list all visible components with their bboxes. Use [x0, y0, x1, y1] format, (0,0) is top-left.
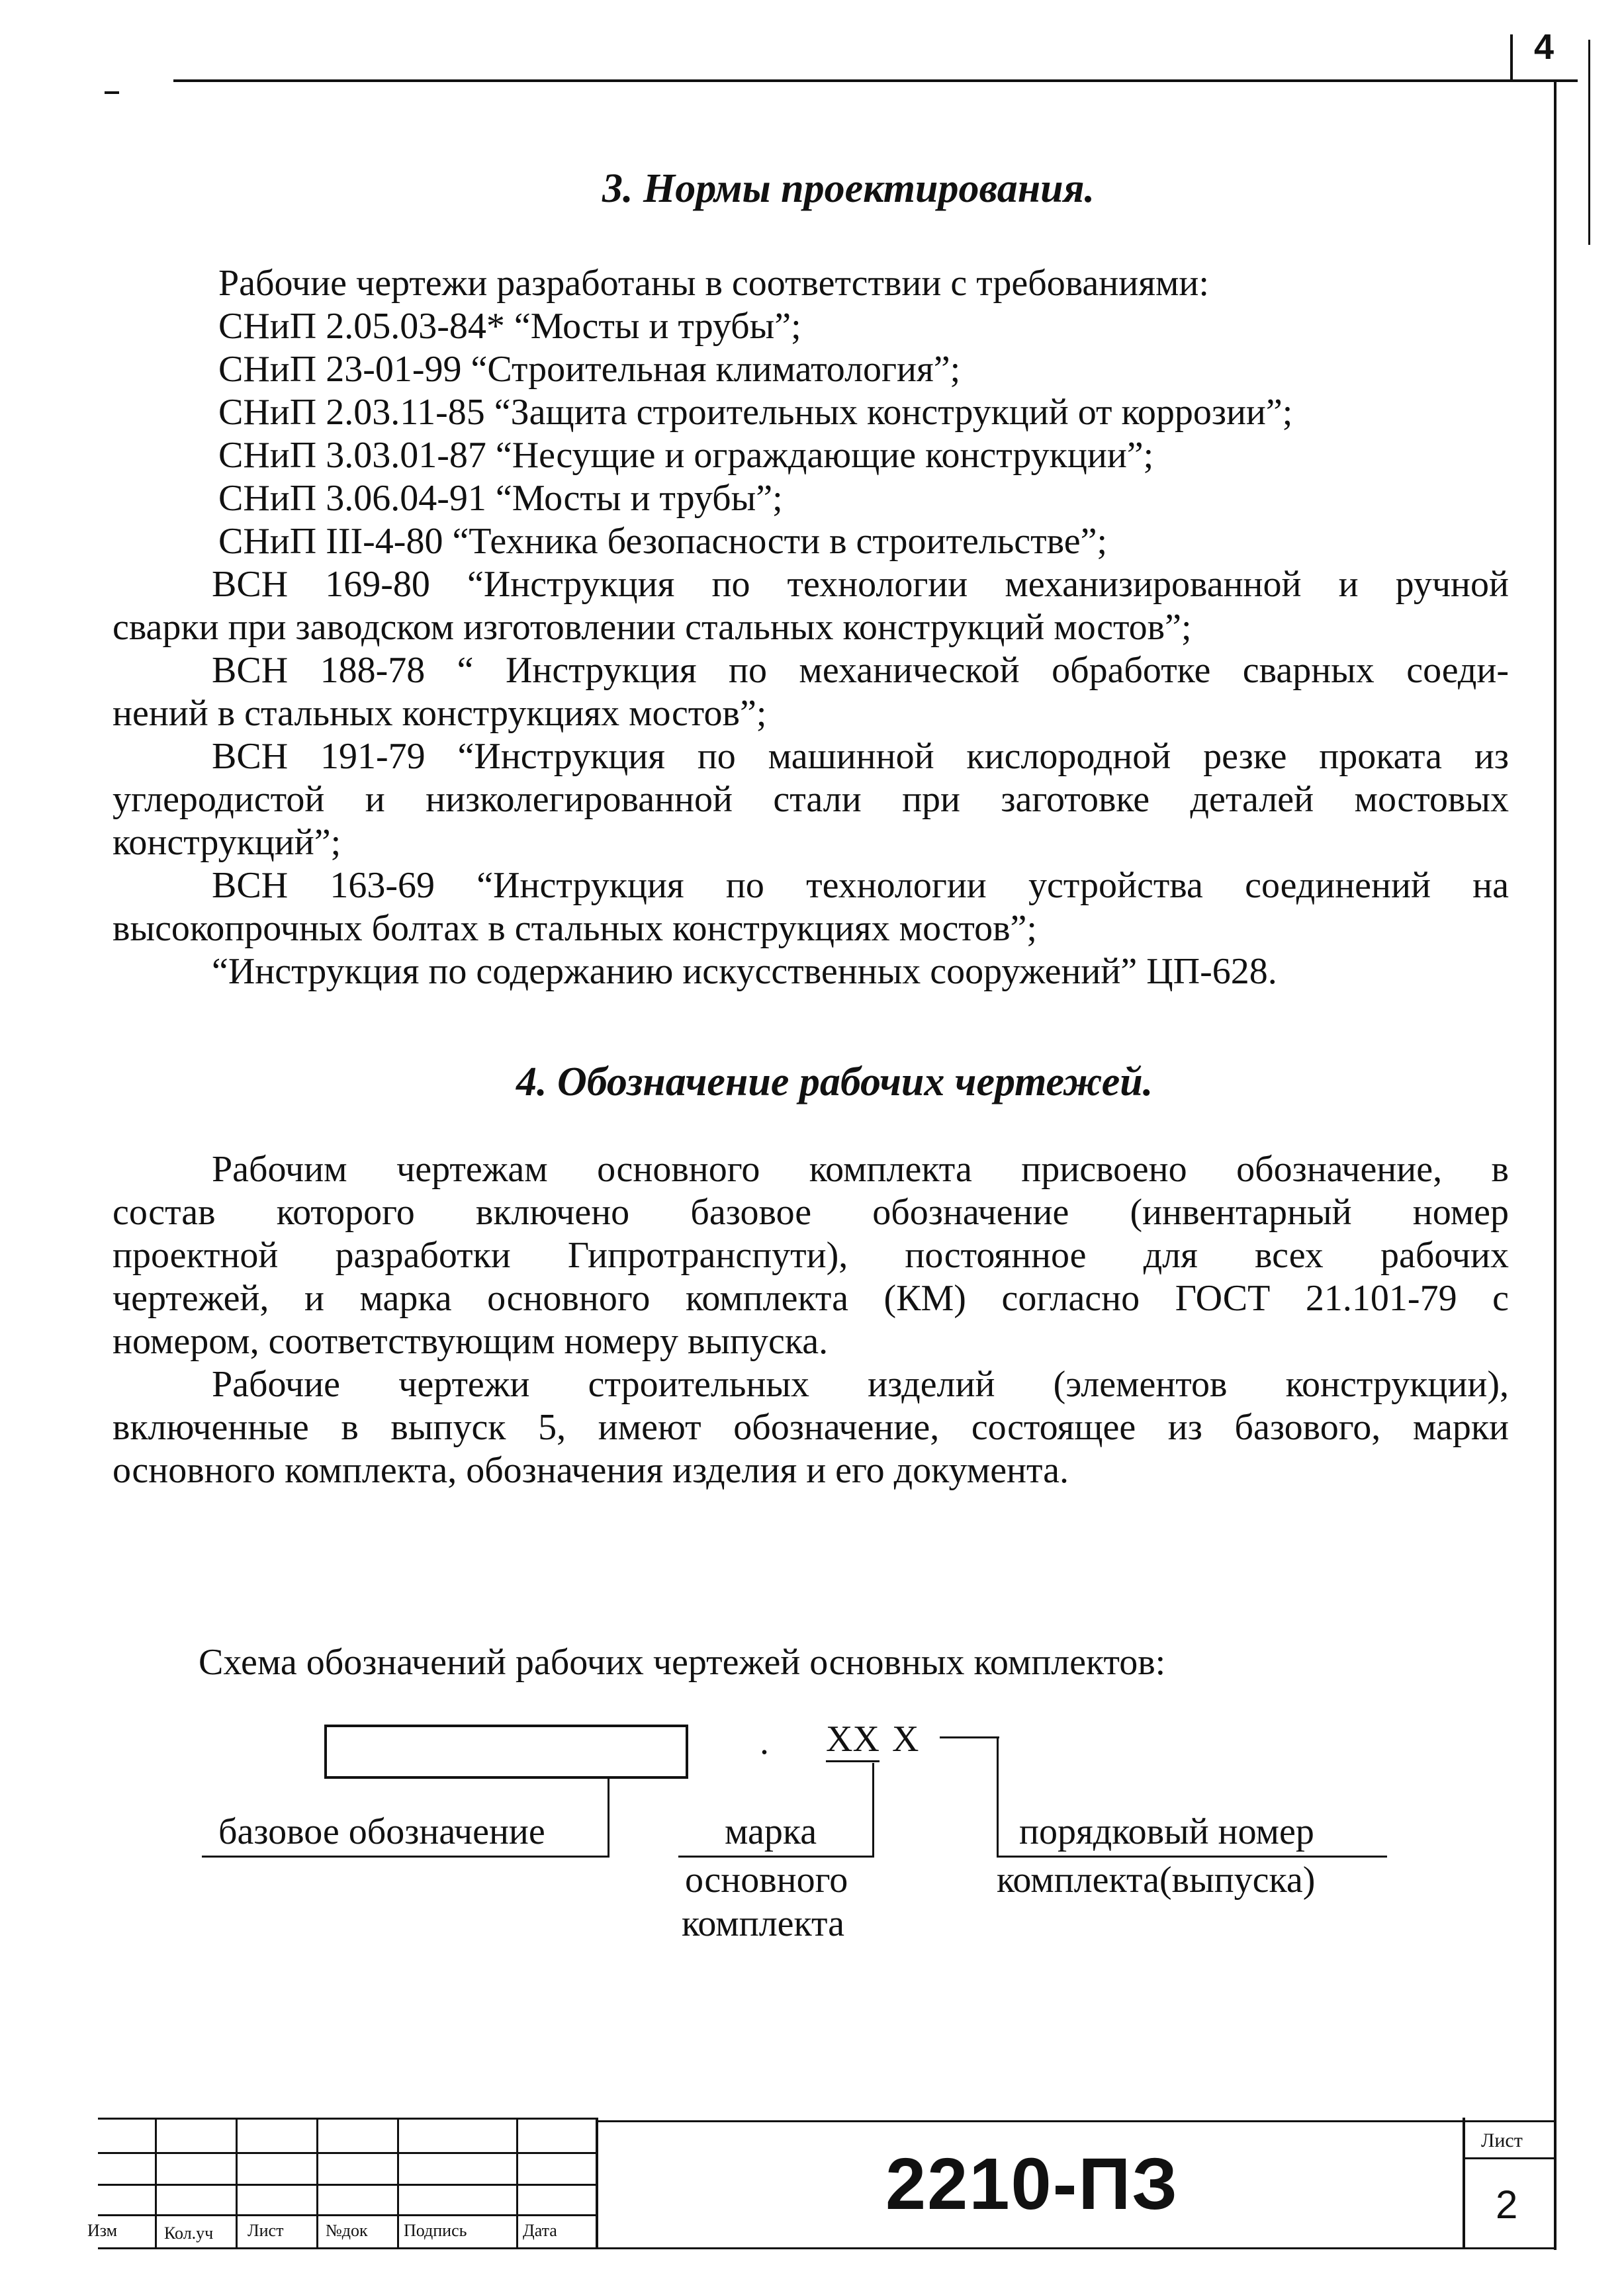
- issue-number-underline: [997, 1856, 1387, 1858]
- section3-body: [113, 262, 1509, 993]
- mark-label: марка: [725, 1811, 817, 1852]
- paragraph-line: включенные в выпуск 5, имеют обозначение, состоящее из базового, марки: [113, 1407, 1509, 1448]
- base-designation-box: [324, 1725, 688, 1779]
- sheet-cell-divider: [1464, 2157, 1556, 2159]
- sheet-cell-left: [1463, 2118, 1465, 2249]
- base-label-underline: [202, 1856, 609, 1858]
- norm-item-cont: нений в стальных конструкциях мостов”;: [113, 693, 767, 734]
- base-designation-label: базовое обозначение: [218, 1811, 545, 1852]
- top-left-tick: [105, 91, 119, 94]
- norm-item: ВСН 163-69 “Инструкция по технологии устройства соединений на: [212, 865, 1509, 906]
- norm-item-cont: углеродистой и низколегированной стали при заготовке деталей мостовых: [113, 779, 1509, 820]
- document-designation: 2210-ПЗ: [885, 2143, 1179, 2225]
- norms-intro: Рабочие чертежи разработаны в соответствии с требованиями:: [218, 263, 1209, 304]
- norm-item: СНиП 23-01-99 “Строительная климатология”;: [218, 349, 961, 390]
- col-label-date: Дата: [523, 2221, 557, 2240]
- connector-base-vertical: [608, 1779, 609, 1856]
- paragraph-line: основного комплекта, обозначения изделия и его документа.: [113, 1450, 1069, 1491]
- sheet-label: Лист: [1481, 2130, 1523, 2151]
- norm-item: ВСН 188-78 “ Инструкция по механической обработке сварных соеди-: [212, 650, 1509, 691]
- norm-item: СНиП 2.05.03-84* “Мосты и трубы”;: [218, 306, 801, 347]
- scheme-mark-code: XX: [826, 1718, 880, 1762]
- scheme-caption: Схема обозначений рабочих чертежей основных комплектов:: [199, 1642, 1166, 1683]
- title-block-row-line: [98, 2152, 598, 2154]
- right-frame-outer-line: [1588, 40, 1590, 245]
- mark-label: основного: [685, 1860, 848, 1901]
- norm-item: СНиП 3.06.04-91 “Мосты и трубы”;: [218, 478, 783, 519]
- col-label-signature: Подпись: [404, 2221, 467, 2240]
- section4-title: 4. Обозначение рабочих чертежей.: [516, 1059, 1153, 1104]
- title-block-col-line: [596, 2118, 598, 2249]
- section4-body: [113, 1148, 1509, 1492]
- title-block-col-line: [316, 2118, 318, 2249]
- paragraph-line: номером, соответствующим номеру выпуска.: [113, 1321, 829, 1362]
- norm-item-cont: конструкций”;: [113, 822, 341, 863]
- col-label-doc-no: №док: [326, 2221, 368, 2240]
- scheme-issue-code: X: [892, 1719, 919, 1760]
- title-block-row-line: [98, 2184, 598, 2186]
- paragraph-line: проектной разработки Гипротранспути), постоянное для всех рабочих: [113, 1235, 1509, 1276]
- page-number: 4: [1534, 27, 1555, 67]
- mark-label: комплекта: [682, 1903, 844, 1944]
- paragraph-line: состав которого включено базовое обозначение (инвентарный номер: [113, 1192, 1509, 1233]
- norm-item: “Инструкция по содержанию искусственных сооружений” ЦП-628.: [212, 951, 1277, 992]
- mark-label-underline: [678, 1856, 874, 1858]
- connector-number-vertical: [997, 1736, 999, 1856]
- scheme-dot: .: [760, 1721, 769, 1762]
- right-frame-line: [1554, 79, 1556, 2250]
- paragraph-line: чертежей, и марка основного комплекта (КМ) согласно ГОСТ 21.101-79 с: [113, 1278, 1509, 1319]
- col-label-change: Изм: [87, 2221, 118, 2240]
- norm-item: СНиП 2.03.11-85 “Защита строительных конструкций от коррозии”;: [218, 392, 1293, 433]
- issue-number-label: порядковый номер: [1019, 1811, 1314, 1852]
- title-block-col-line: [155, 2118, 157, 2249]
- norm-item: СНиП III-4-80 “Техника безопасности в строительстве”;: [218, 521, 1108, 562]
- col-label-count: Кол.уч: [164, 2224, 214, 2243]
- norm-item: ВСН 169-80 “Инструкция по технологии механизированной и ручной: [212, 564, 1509, 605]
- sheet-number: 2: [1496, 2182, 1518, 2227]
- title-block-top: [98, 2118, 598, 2120]
- issue-number-label: комплекта(выпуска): [997, 1860, 1316, 1901]
- section3-title: 3. Нормы проектирования.: [602, 166, 1095, 211]
- top-frame-line: [173, 79, 1578, 82]
- paragraph-line: Рабочие чертежи строительных изделий (элементов конструкции),: [212, 1364, 1509, 1405]
- norm-item: СНиП 3.03.01-87 “Несущие и ограждающие конструкции”;: [218, 435, 1154, 476]
- paragraph-line: Рабочим чертежам основного комплекта присвоено обозначение, в: [212, 1149, 1509, 1190]
- title-block-col-line: [397, 2118, 399, 2249]
- connector-mark-vertical: [872, 1763, 874, 1856]
- title-block-col-line: [516, 2118, 518, 2249]
- connector-number-top: [940, 1736, 999, 1738]
- col-label-sheet: Лист: [248, 2221, 284, 2240]
- title-block-col-line: [236, 2118, 238, 2249]
- page-number-separator: [1510, 34, 1513, 81]
- norm-item-cont: сварки при заводском изготовлении стальных конструкций мостов”;: [113, 607, 1192, 648]
- title-block-row-line: [98, 2214, 598, 2216]
- title-block-top: [598, 2120, 1556, 2122]
- norm-item: ВСН 191-79 “Инструкция по машинной кислородной резке проката из: [212, 736, 1509, 777]
- norm-item-cont: высокопрочных болтах в стальных конструкциях мостов”;: [113, 908, 1037, 949]
- title-block: [87, 2118, 1556, 2249]
